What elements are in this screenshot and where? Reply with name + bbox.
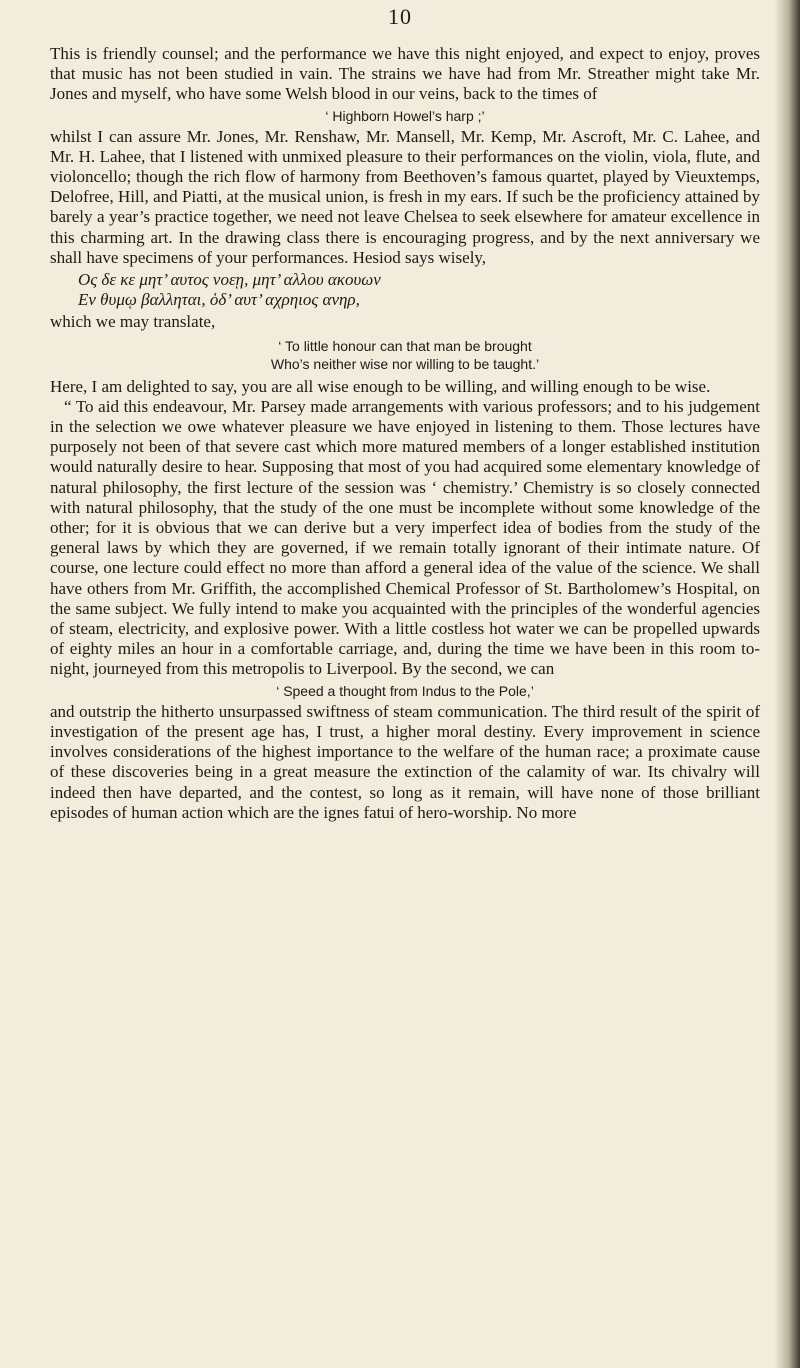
page-edge-shadow bbox=[774, 0, 800, 1368]
paragraph-steam: and outstrip the hitherto unsurpassed swiftness of steam communication. The third result of the spirit of investigation of the present age has, I trust, a higher moral destiny. Every improvement in science involves considerations of the highest importance to the welfare of the human race; a proximate cause of these discoveries being in a great measure the extinction of the calamity of war. Its chivalry will indeed then have departed, and the contest, so long as it remain, will have none of those brilliant episodes of human action which are the ignes fatui of hero-worship. No more bbox=[50, 701, 760, 822]
body-text bbox=[50, 44, 760, 823]
quote-translation-line-1: ‘ To little honour can that man be brought bbox=[278, 337, 532, 354]
page-number: 10 bbox=[388, 4, 412, 29]
greek-line-2: Εν θυμῳ βαλληται, ὁδ’ αυτ’ αχρηιος ανηρ, bbox=[78, 290, 360, 310]
paragraph-wise: Here, I am delighted to say, you are all wise enough to be willing, and willing enough to be wise. bbox=[50, 376, 711, 396]
greek-quotation bbox=[50, 270, 760, 310]
quote-translation-line-2: Who’s neither wise nor willing to be taught.’ bbox=[270, 355, 540, 372]
paragraph-counsel: This is friendly counsel; and the performance we have this night enjoyed, and expect to enjoy, proves that music has not been studied in vain. The strains we have had from Mr. Streather might take Mr. Jones and myself, who have some Welsh blood in our veins, back to the times of bbox=[50, 44, 760, 104]
paragraph-performers: whilst I can assure Mr. Jones, Mr. Renshaw, Mr. Mansell, Mr. Kemp, Mr. Ascroft, Mr. C. Lahee, and Mr. H. Lahee, that I listened with unmixed pleasure to their performances on the violin, viola, flute, and violoncello; though the rich flow of harmony from Beethoven’s famous quartet, played by Vieuxtemps, Delofree, Hill, and Piatti, at the musical union, is fresh in my ears. If such be the proficiency attained by barely a year’s practice together, we need not leave Chelsea to seek elsewhere for amateur excellence in this charming art. In the drawing class there is encouraging progress, and by the next anniversary we shall have specimens of your performances. Hesiod says wisely, bbox=[50, 126, 760, 267]
paragraph-lectures: “ To aid this endeavour, Mr. Parsey made arrangements with various professors; and to his judgement in the selection we owe whatever pleasure we have enjoyed in listening to them. Those lectures have purposely not been of that severe cast which more matured members of a longer established institution would naturally desire to hear. Supposing that most of you had acquired some elementary knowledge of natural philosophy, the first lecture of the session was ‘ chemistry.’ Chemistry is so closely connected with natural philosophy, that the study of the one must be incomplete without some knowledge of the other; for it is obvious that we can derive but a very imperfect idea of bodies from the study of the general laws by which they are governed, if we remain totally ignorant of their intimate nature. Of course, one lecture could effect no more than afford a general idea of the value of the science. We shall have others from Mr. Griffith, the accomplished Chemical Professor of St. Bartholomew’s Hospital, on the same subject. We fully intend to make you acquainted with the principles of the wonderful agencies of steam, electricity, and explosive power. With a little costless hot water we can be propelled upwards of eighty miles an hour in a comfortable carriage, and, during the time we have been in this room to-night, journeyed from this metropolis to Liverpool. By the second, we can bbox=[50, 396, 760, 679]
quote-howels-harp: ‘ Highborn Howel’s harp ;’ bbox=[325, 107, 485, 124]
greek-line-1: Ος δε κε μητ’ αυτος νοεῃ, μητ’ αλλου ακουων bbox=[78, 270, 381, 290]
paragraph-translate: which we may translate, bbox=[50, 312, 216, 332]
quote-translation bbox=[50, 337, 760, 373]
quote-indus-pole: ‘ Speed a thought from Indus to the Pole,’ bbox=[276, 682, 534, 699]
